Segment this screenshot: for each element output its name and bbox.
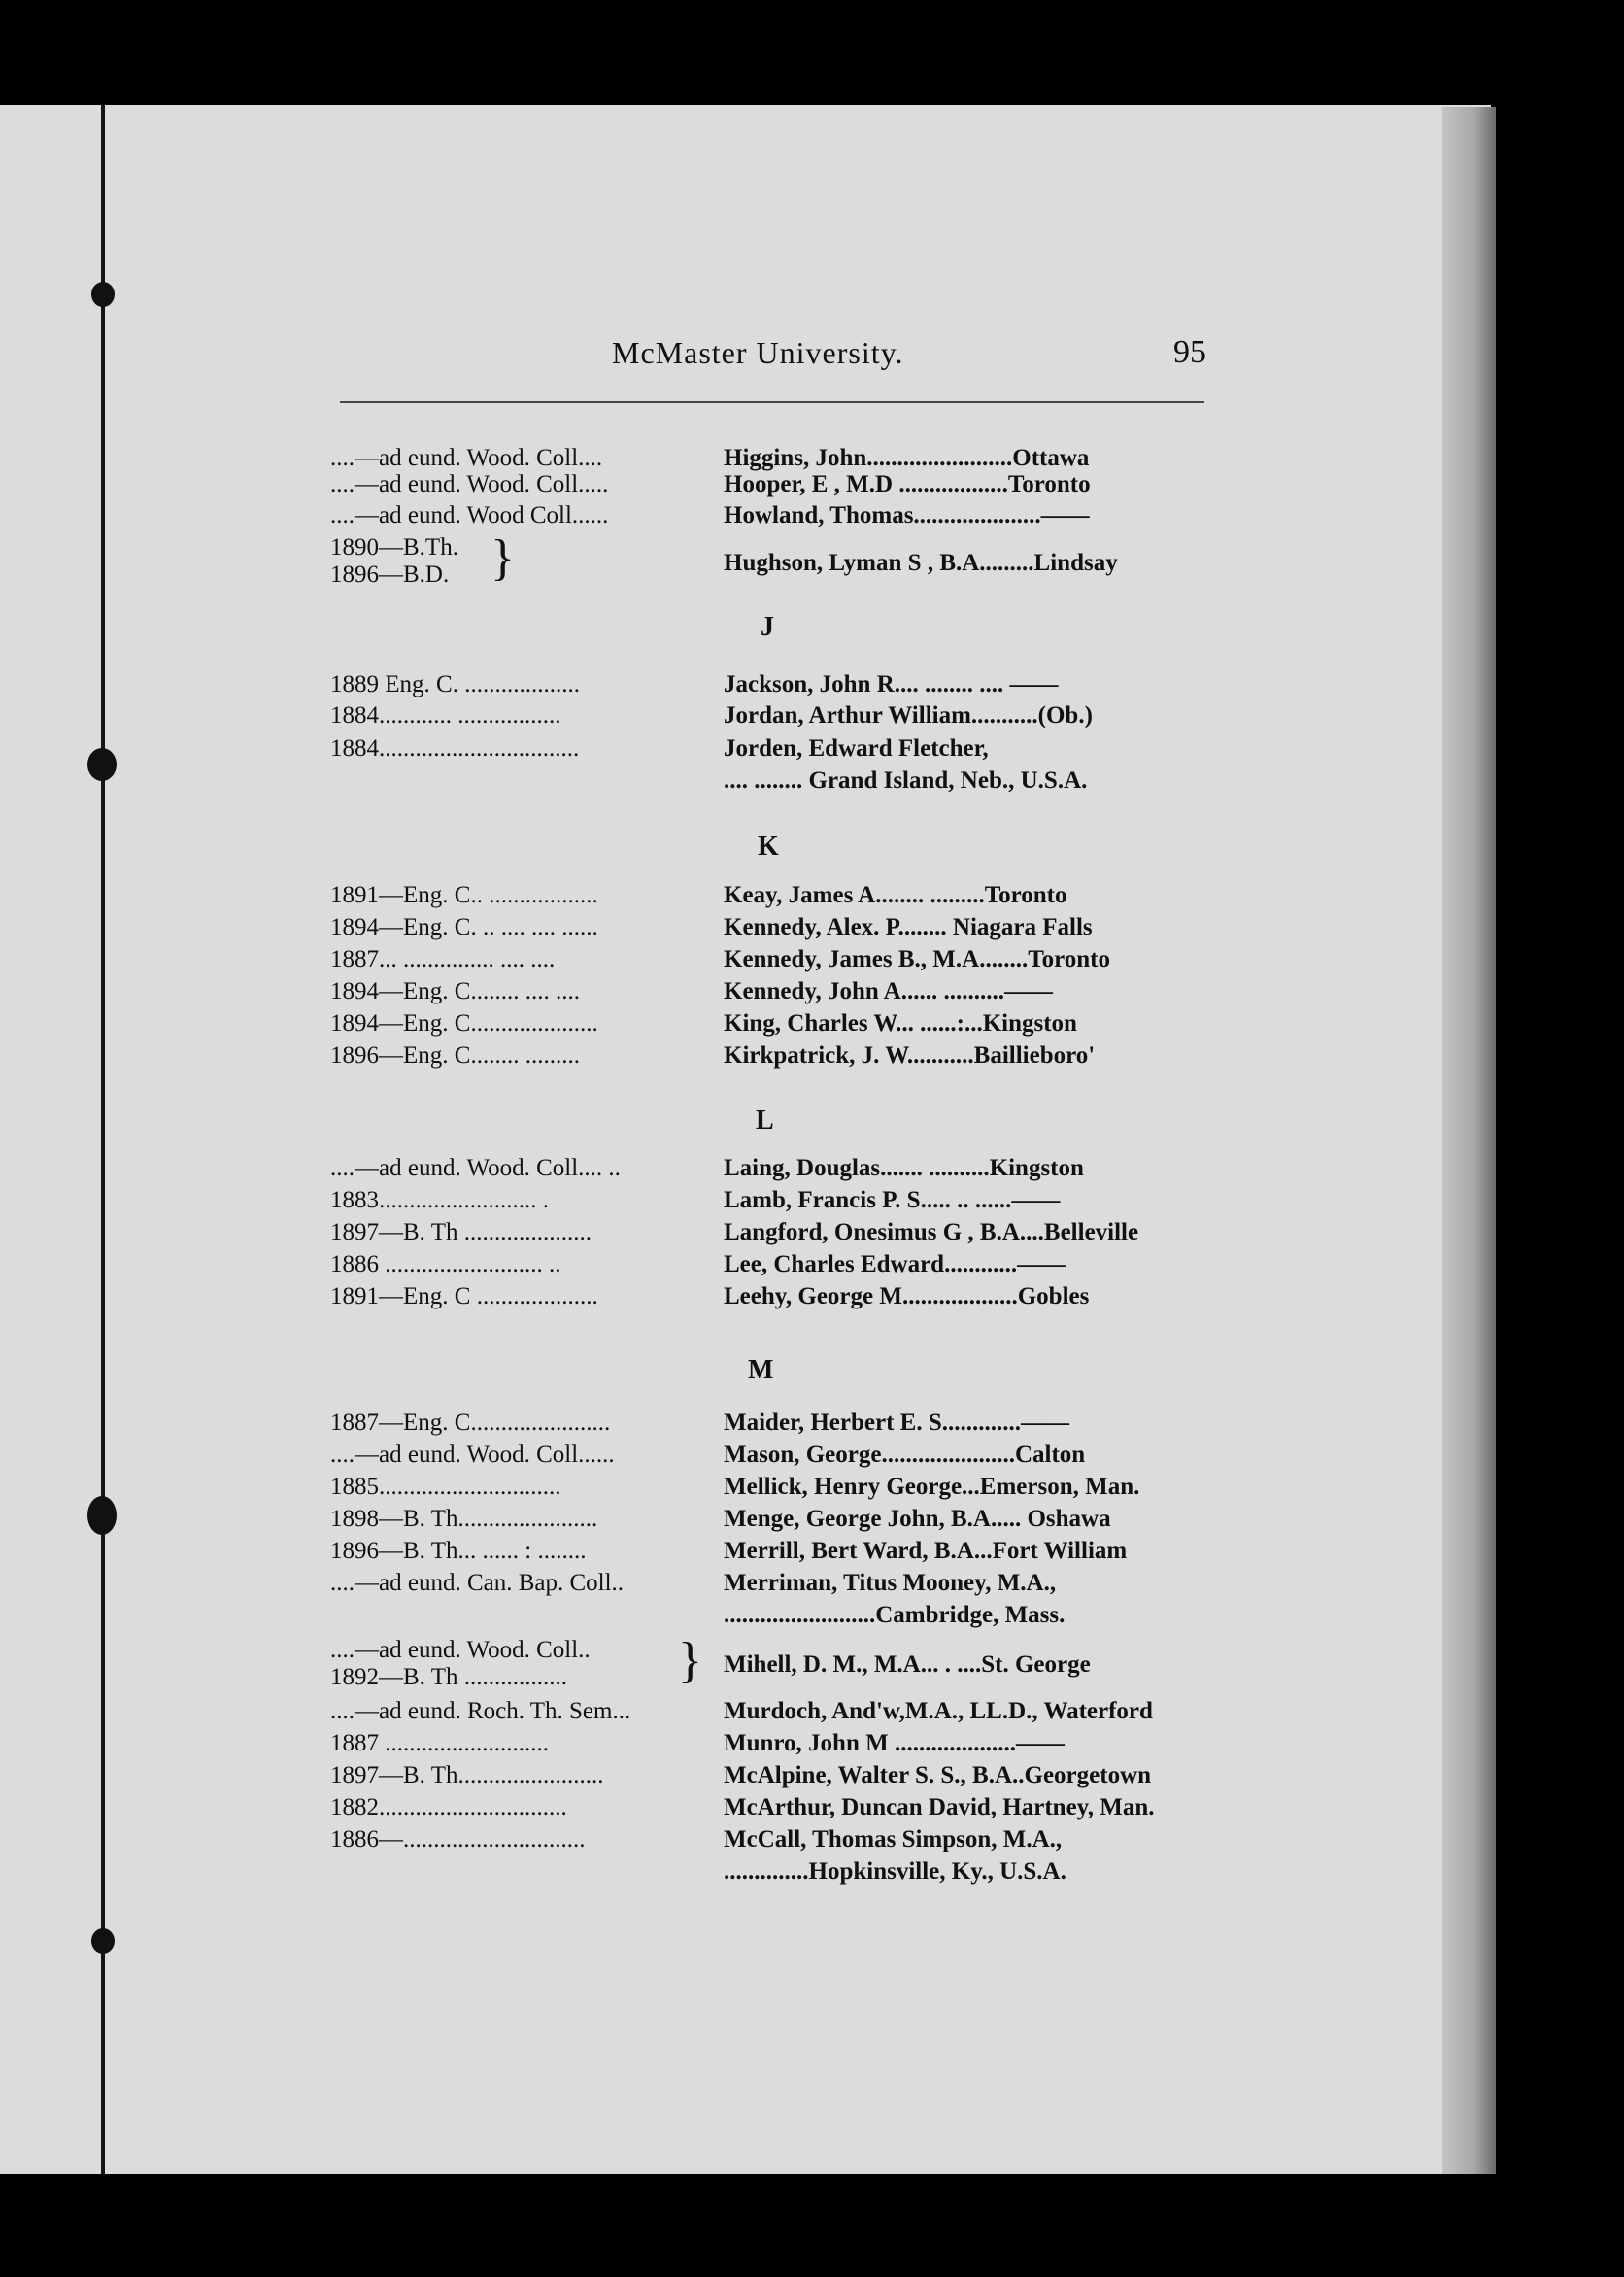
- brace: }: [678, 1633, 702, 1688]
- degree-cell: ....—ad eund. Wood. Coll.... ..: [330, 1155, 621, 1181]
- list-item: [330, 1651, 1204, 1694]
- list-item: [330, 499, 1204, 532]
- name-cell: Merrill, Bert Ward, B.A...Fort William: [724, 1538, 1128, 1564]
- degree-cell: ....—ad eund. Wood. Coll..: [330, 1637, 591, 1663]
- name-cell: Mihell, D. M., M.A... . ....St. George: [724, 1651, 1091, 1678]
- list-item: [330, 1216, 1204, 1249]
- degree-cell: 1896—B.D.: [330, 561, 450, 588]
- name-cell: Lee, Charles Edward............——: [724, 1251, 1066, 1277]
- name-cell: Jordan, Arthur William...........(Ob.): [724, 702, 1093, 729]
- list-item: [330, 1791, 1204, 1824]
- degree-cell: ....—ad eund. Wood. Coll......: [330, 1442, 615, 1468]
- list-item: [330, 1471, 1204, 1504]
- list-item: [330, 1727, 1204, 1760]
- list-item: [330, 1599, 1204, 1632]
- name-cell: McAlpine, Walter S. S., B.A..Georgetown: [724, 1762, 1152, 1788]
- list-item: [330, 699, 1204, 732]
- name-cell: Langford, Onesimus G , B.A....Belleville: [724, 1219, 1139, 1245]
- degree-cell: 1896—Eng. C........ .........: [330, 1042, 580, 1069]
- degree-cell: 1883.......................... .: [330, 1187, 549, 1213]
- name-cell: ..............Hopkinsville, Ky., U.S.A.: [724, 1858, 1066, 1885]
- degree-cell: 1886 .......................... ..: [330, 1251, 561, 1277]
- name-cell: Jackson, John R.... ........ .... ——: [724, 671, 1059, 697]
- degree-cell: 1898—B. Th.......................: [330, 1506, 598, 1532]
- degree-cell: 1894—Eng. C........ .... ....: [330, 978, 580, 1004]
- list-item: [330, 1759, 1204, 1792]
- section-letter: K: [758, 832, 779, 862]
- list-item: [330, 1407, 1204, 1440]
- list-item: [330, 879, 1204, 912]
- list-item: [330, 911, 1204, 944]
- header-rule: [340, 401, 1204, 403]
- list-item: [330, 1152, 1204, 1185]
- list-item: [330, 1007, 1204, 1040]
- list-item: [330, 668, 1204, 701]
- degree-cell: 1887 ...........................: [330, 1730, 549, 1756]
- name-cell: Menge, George John, B.A..... Oshawa: [724, 1506, 1111, 1532]
- degree-cell: 1885..............................: [330, 1474, 561, 1500]
- name-cell: Kirkpatrick, J. W...........Baillieboro': [724, 1042, 1096, 1069]
- name-cell: .........................Cambridge, Mass.: [724, 1602, 1066, 1628]
- name-cell: Hooper, E , M.D ..................Toronto: [724, 471, 1091, 497]
- degree-cell: 1887—Eng. C.......................: [330, 1410, 611, 1436]
- binding-mark: [87, 1496, 117, 1535]
- name-cell: Mason, George......................Calton: [724, 1442, 1086, 1468]
- list-item: [330, 1184, 1204, 1217]
- brace: }: [491, 530, 515, 586]
- name-cell: Howland, Thomas.....................——: [724, 502, 1090, 528]
- name-cell: Laing, Douglas....... ..........Kingston: [724, 1155, 1084, 1181]
- name-cell: McArthur, Duncan David, Hartney, Man.: [724, 1794, 1155, 1820]
- degree-cell: ....—ad eund. Can. Bap. Coll..: [330, 1570, 625, 1596]
- degree-cell: 1886—..............................: [330, 1826, 586, 1852]
- list-item: [330, 550, 1204, 592]
- list-item: [330, 1535, 1204, 1568]
- name-cell: Hughson, Lyman S , B.A.........Lindsay: [724, 550, 1118, 576]
- name-cell: Lamb, Francis P. S..... .. ......——: [724, 1187, 1061, 1213]
- name-cell: Murdoch, And'w,M.A., LL.D., Waterford: [724, 1698, 1153, 1724]
- list-item: [330, 1567, 1204, 1600]
- name-cell: Kennedy, John A...... ..........——: [724, 978, 1053, 1004]
- list-item: [330, 975, 1204, 1008]
- degree-cell: ....—ad eund. Wood. Coll.....: [330, 471, 609, 497]
- degree-cell: ....—ad eund. Roch. Th. Sem...: [330, 1698, 631, 1724]
- binding-mark: [91, 1928, 115, 1954]
- degree-cell: 1897—B. Th........................: [330, 1762, 604, 1788]
- list-item: [330, 732, 1204, 765]
- binding-line: [101, 105, 105, 2174]
- name-cell: Kennedy, Alex. P........ Niagara Falls: [724, 914, 1093, 940]
- degree-cell: 1897—B. Th .....................: [330, 1219, 592, 1245]
- section-letter: J: [761, 612, 774, 642]
- name-cell: Maider, Herbert E. S.............——: [724, 1410, 1069, 1436]
- binding-mark: [87, 748, 117, 781]
- list-item: [330, 1248, 1204, 1281]
- name-cell: King, Charles W... ......:...Kingston: [724, 1010, 1077, 1037]
- section-letter: M: [748, 1355, 774, 1385]
- degree-cell: 1894—Eng. C. .. .... .... ......: [330, 914, 598, 940]
- degree-cell: 1892—B. Th .................: [330, 1664, 567, 1690]
- list-item: [330, 943, 1204, 976]
- name-cell: Jorden, Edward Fletcher,: [724, 735, 989, 762]
- list-item: [330, 1855, 1204, 1888]
- degree-cell: 1894—Eng. C.....................: [330, 1010, 598, 1037]
- page-title: McMaster University.: [612, 335, 904, 370]
- list-item: [330, 1039, 1204, 1072]
- degree-cell: 1890—B.Th.: [330, 534, 458, 561]
- degree-cell: 1887... ............... .... ....: [330, 946, 556, 972]
- degree-cell: 1882...............................: [330, 1794, 567, 1820]
- name-cell: Kennedy, James B., M.A........Toronto: [724, 946, 1110, 972]
- degree-cell: ....—ad eund. Wood Coll......: [330, 502, 609, 528]
- list-item: [330, 468, 1204, 501]
- degree-cell: 1884............ .................: [330, 702, 561, 729]
- degree-cell: 1891—Eng. C.. ..................: [330, 882, 598, 908]
- degree-cell: 1896—B. Th... ...... : ........: [330, 1538, 587, 1564]
- degree-cell: 1889 Eng. C. ...................: [330, 671, 580, 697]
- list-item: [330, 1280, 1204, 1313]
- name-cell: Keay, James A........ .........Toronto: [724, 882, 1067, 908]
- name-cell: Mellick, Henry George...Emerson, Man.: [724, 1474, 1140, 1500]
- name-cell: .... ........ Grand Island, Neb., U.S.A.: [724, 767, 1088, 794]
- name-cell: Leehy, George M...................Gobles: [724, 1283, 1090, 1309]
- list-item: [330, 1503, 1204, 1536]
- degree-cell: 1884.................................: [330, 735, 580, 762]
- section-letter: L: [756, 1105, 774, 1136]
- page-number: 95: [1173, 334, 1206, 370]
- name-cell: Merriman, Titus Mooney, M.A.,: [724, 1570, 1057, 1596]
- name-cell: Higgins, John........................Ottawa: [724, 445, 1090, 471]
- binding-mark: [91, 282, 115, 307]
- degree-cell: 1891—Eng. C ....................: [330, 1283, 598, 1309]
- list-item: [330, 1439, 1204, 1472]
- name-cell: Munro, John M ....................——: [724, 1730, 1065, 1756]
- degree-cell: ....—ad eund. Wood. Coll....: [330, 445, 603, 471]
- list-item: [330, 765, 1204, 798]
- list-item: [330, 1695, 1204, 1728]
- name-cell: McCall, Thomas Simpson, M.A.,: [724, 1826, 1063, 1852]
- list-item: [330, 1823, 1204, 1856]
